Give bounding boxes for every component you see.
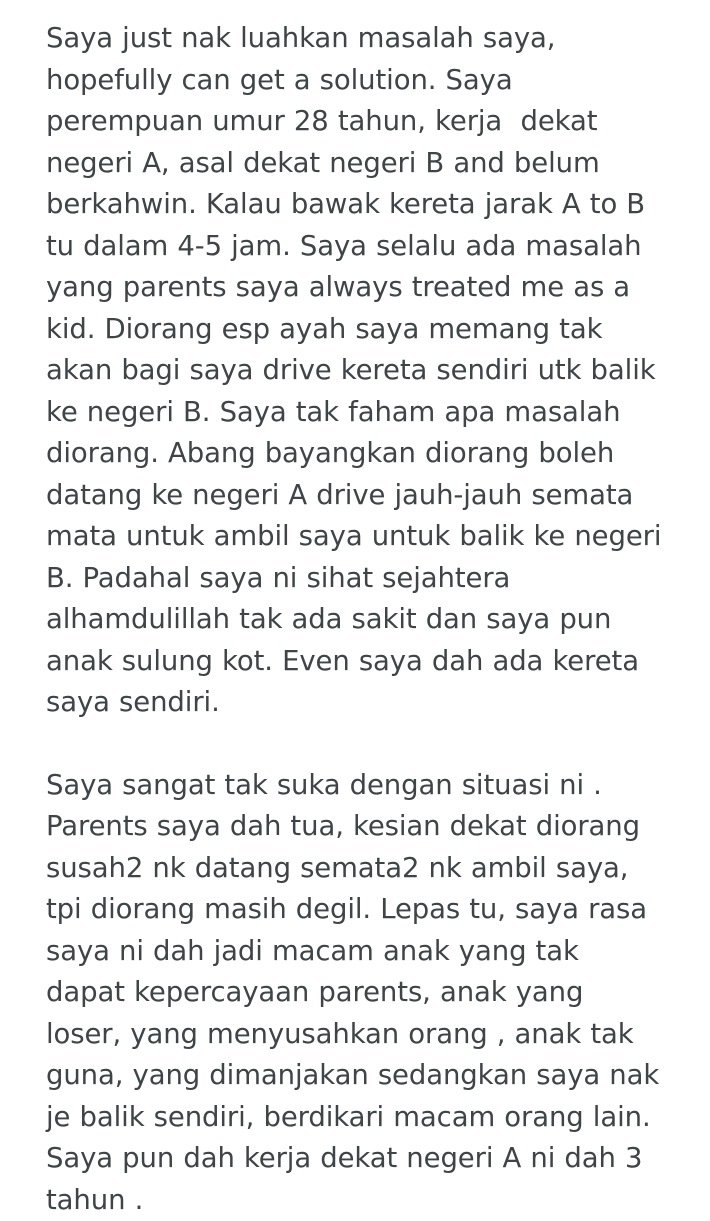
paragraph-1: Saya just nak luahkan masalah saya, hopefully can get a solution. Saya perempuan umur 28 tahun, kerja dekat negeri A, asal dekat negeri B and belum berkahwin. Kalau bawak kereta jarak A to B tu dalam 4-5 jam. Saya selalu ada masalah yang parents saya always treated me as a kid. Diorang esp ayah saya memang tak akan bagi saya drive kereta sendiri utk balik ke negeri B. Saya tak faham apa masalah diorang. Abang bayangkan diorang boleh datang ke negeri A drive jauh-jauh semata mata untuk ambil saya untuk balik ke negeri B. Padahal saya ni sihat sejahtera alhamdulillah tak ada sakit dan saya pun anak sulung kot. Even saya dah ada kereta saya sendiri. xyxy=(46,18,666,724)
post-body xyxy=(46,18,666,1221)
paragraph-2: Saya sangat tak suka dengan situasi ni . Parents saya dah tua, kesian dekat diorang susah2 nk datang semata2 nk ambil saya, tpi diorang masih degil. Lepas tu, saya rasa saya ni dah jadi macam anak yang tak dapat kepercayaan parents, anak yang loser, yang menyusahkan orang , anak tak guna, yang dimanjakan sedangkan saya nak je balik sendiri, berdikari macam orang lain. Saya pun dah kerja dekat negeri A ni dah 3 tahun . xyxy=(46,765,666,1221)
